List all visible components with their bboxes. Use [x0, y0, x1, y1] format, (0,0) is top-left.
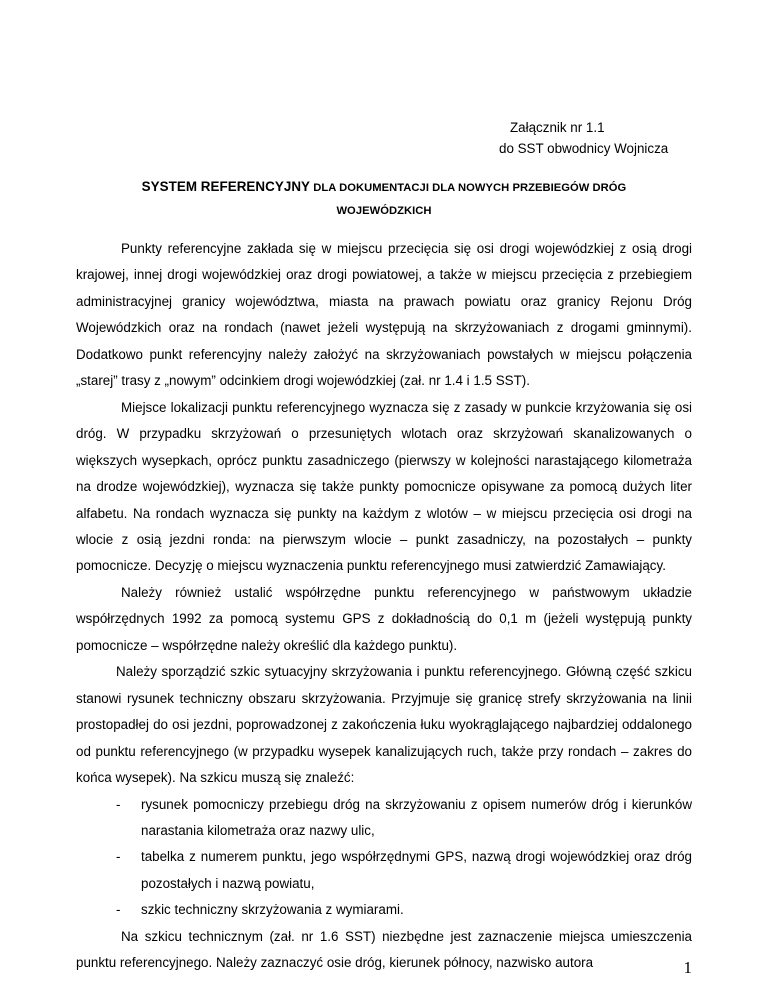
annex-label: [499, 117, 669, 159]
annex-number: Załącznik nr 1.1: [510, 120, 605, 135]
paragraph-3: Należy również ustalić współrzędne punktu referencyjnego w państwowym układzie współrzędnych 1992 za pomocą systemu GPS z dokładnością do 0,1 m (jeżeli występują punkty pomocnicze – współrzędne należy określić dla każdego punktu).: [76, 584, 692, 653]
document-body: [76, 236, 692, 977]
list-item: [76, 897, 692, 923]
list-dash: -: [116, 902, 121, 918]
title-second-line: WOJEWÓDZKICH: [336, 205, 432, 217]
document-title: [76, 175, 692, 223]
title-main: SYSTEM REFERENCYJNY: [141, 179, 311, 194]
list-dash: -: [116, 796, 121, 812]
list-item-text: tabelka z numerem punktu, jego współrzędnymi GPS, nazwą drogi wojewódzkiej oraz dróg pozostałych i nazwą powiatu,: [141, 849, 692, 891]
requirements-list: [76, 792, 692, 924]
page-number: 1: [683, 958, 692, 977]
list-item: [76, 792, 692, 845]
annex-reference: do SST obwodnicy Wojnicza: [499, 141, 669, 156]
paragraph-1: Punkty referencyjne zakłada się w miejscu przecięcia się osi drogi wojewódzkiej z osią drogi krajowej, innej drogi wojewódzkiej oraz drogi powiatowej, a także w miejscu przecięcia z przebiegiem administracyjnej granicy województwa, miasta na prawach powiatu oraz granicy Rejonu Dróg Wojewódzkich oraz na rondach (nawet jeżeli występują na skrzyżowaniach z drogami gminnymi). Dodatkowo punkt referencyjny należy założyć na skrzyżowaniach powstałych w miejscu połączenia „starej” trasy z „nowym” odcinkiem drogi wojewódzkiej (zał. nr 1.4 i 1.5 SST).: [76, 241, 692, 389]
list-item-text: rysunek pomocniczy przebiegu dróg na skrzyżowaniu z opisem numerów dróg i kierunków narastania kilometraża oraz nazwy ulic,: [141, 796, 692, 838]
list-item: [76, 844, 692, 897]
list-item-text: szkic techniczny skrzyżowania z wymiarami.: [141, 902, 404, 918]
list-dash: -: [116, 849, 121, 865]
title-rest: DLA DOKUMENTACJI DLA NOWYCH PRZEBIEGÓW DRÓG: [310, 182, 627, 194]
paragraph-4: Należy sporządzić szkic sytuacyjny skrzyżowania i punktu referencyjnego. Główną część szkicu stanowi rysunek techniczny obszaru skrzyżowania. Przyjmuje się granicę strefy skrzyżowania na linii prostopadłej do osi jezdni, poprowadzonej z zakończenia łuku wyokrąglającego najbardziej oddalonego od punktu referencyjnego (w przypadku wysepek kanalizujących ruch, także przy rondach – zakres do końca wysepek). Na szkicu muszą się znaleźć:: [76, 664, 692, 786]
paragraph-2: Miejsce lokalizacji punktu referencyjnego wyznacza się z zasady w punkcie krzyżowania się osi dróg. W przypadku skrzyżowań o przesuniętych wlotach oraz skrzyżowań skanalizowanych o większych wysepkach, oprócz punktu zasadniczego (pierwszy w kolejności narastającego kilometraża na drodze wojewódzkiej), wyznacza się także punkty pomocnicze opisywane za pomocą dużych liter alfabetu. Na rondach wyznacza się punkty na każdym z wlotów – w miejscu przecięcia osi drogi na wlocie z osią jezdni ronda: na pierwszym wlocie – punkt zasadniczy, na pozostałych – punkty pomocnicze. Decyzję o miejscu wyznaczenia punktu referencyjnego musi zatwierdzić Zamawiający.: [76, 399, 692, 574]
paragraph-after-list: Na szkicu technicznym (zał. nr 1.6 SST) niezbędne jest zaznaczenie miejsca umieszczenia punktu referencyjnego. Należy zaznaczyć osie dróg, kierunek północy, nazwisko autora: [76, 928, 692, 971]
